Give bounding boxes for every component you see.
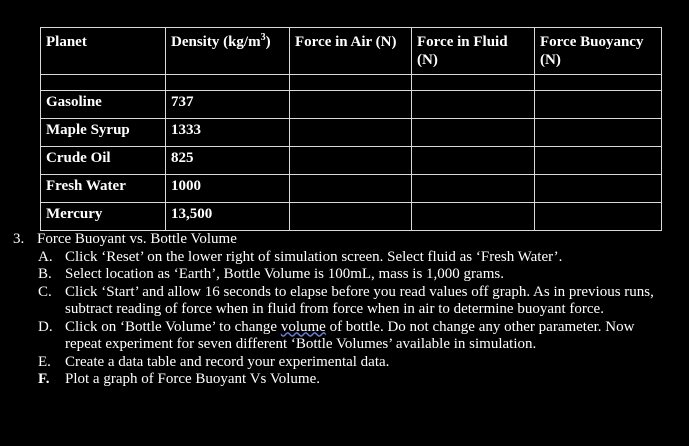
- force-fluid-cell[interactable]: [412, 147, 535, 175]
- step-text: Create a data table and record your experimental data.: [65, 353, 390, 370]
- table-row: [41, 119, 662, 147]
- table-spacer-row: [41, 75, 662, 91]
- density-cell: 1000: [166, 175, 290, 203]
- table-row: [41, 147, 662, 175]
- force-buoyancy-cell[interactable]: [535, 175, 662, 203]
- step-item: [10, 371, 670, 389]
- section-heading: [10, 231, 670, 249]
- header-force-air: Force in Air (N): [290, 28, 412, 75]
- table-row: [41, 91, 662, 119]
- force-fluid-cell[interactable]: [412, 203, 535, 231]
- section-number: 3.: [13, 231, 25, 247]
- step-letter: D.: [38, 318, 53, 335]
- step-letter: A.: [38, 248, 53, 265]
- density-cell: 1333: [166, 119, 290, 147]
- force-fluid-cell[interactable]: [412, 175, 535, 203]
- fluid-name-cell: Maple Syrup: [41, 119, 166, 147]
- step-item: [10, 266, 670, 284]
- step-letter: C.: [38, 283, 52, 300]
- table-row: [41, 175, 662, 203]
- fluid-name-cell: Fresh Water: [41, 175, 166, 203]
- section-title: Force Buoyant vs. Bottle Volume: [37, 231, 237, 247]
- step-item: [10, 354, 670, 372]
- header-force-fluid: Force in Fluid (N): [412, 28, 535, 75]
- table-row: [41, 203, 662, 231]
- density-cell: 825: [166, 147, 290, 175]
- step-letter: E.: [38, 353, 51, 370]
- force-air-cell[interactable]: [290, 147, 412, 175]
- instructions-section: [10, 231, 670, 389]
- force-fluid-cell[interactable]: [412, 91, 535, 119]
- table-header-row: [41, 28, 662, 75]
- step-letter: B.: [38, 266, 52, 282]
- force-buoyancy-cell[interactable]: [535, 203, 662, 231]
- force-air-cell[interactable]: [290, 203, 412, 231]
- step-text: Plot a graph of Force Buoyant Vs Volume.: [65, 371, 320, 387]
- force-fluid-cell[interactable]: [412, 119, 535, 147]
- step-item: [10, 284, 670, 319]
- step-text: Click on ‘Bottle Volume’ to change volume of bottle. Do not change any other parameter. Now repeat experiment for seven different ‘Bottle Volumes’ available in simulation.: [65, 318, 635, 352]
- force-buoyancy-cell[interactable]: [535, 91, 662, 119]
- step-text: Click ‘Reset’ on the lower right of simulation screen. Select fluid as ‘Fresh Water’.: [65, 248, 563, 265]
- header-planet: Planet: [41, 28, 166, 75]
- density-cell: 13,500: [166, 203, 290, 231]
- force-air-cell[interactable]: [290, 175, 412, 203]
- header-density: Density $(kg/m^3)$: [166, 28, 290, 75]
- header-force-buoyancy: Force Buoyancy (N): [535, 28, 662, 75]
- fluid-data-table: [40, 27, 662, 231]
- step-text: Select location as ‘Earth’, Bottle Volume is 100mL, mass is 1,000 grams.: [65, 266, 504, 282]
- step-item: [10, 319, 670, 354]
- fluid-name-cell: Gasoline: [41, 91, 166, 119]
- step-letter: F.: [38, 371, 50, 387]
- fluid-name-cell: Mercury: [41, 203, 166, 231]
- force-air-cell[interactable]: [290, 119, 412, 147]
- spellcheck-underlined-word: volume: [280, 318, 326, 335]
- density-cell: 737: [166, 91, 290, 119]
- force-buoyancy-cell[interactable]: [535, 119, 662, 147]
- force-buoyancy-cell[interactable]: [535, 147, 662, 175]
- fluid-name-cell: Crude Oil: [41, 147, 166, 175]
- force-air-cell[interactable]: [290, 91, 412, 119]
- step-item: [10, 249, 670, 267]
- step-text: Click ‘Start’ and allow 16 seconds to elapse before you read values off graph. As in previous runs, subtract reading of force when in fluid from force when in air to determine buoyant force.: [65, 283, 654, 317]
